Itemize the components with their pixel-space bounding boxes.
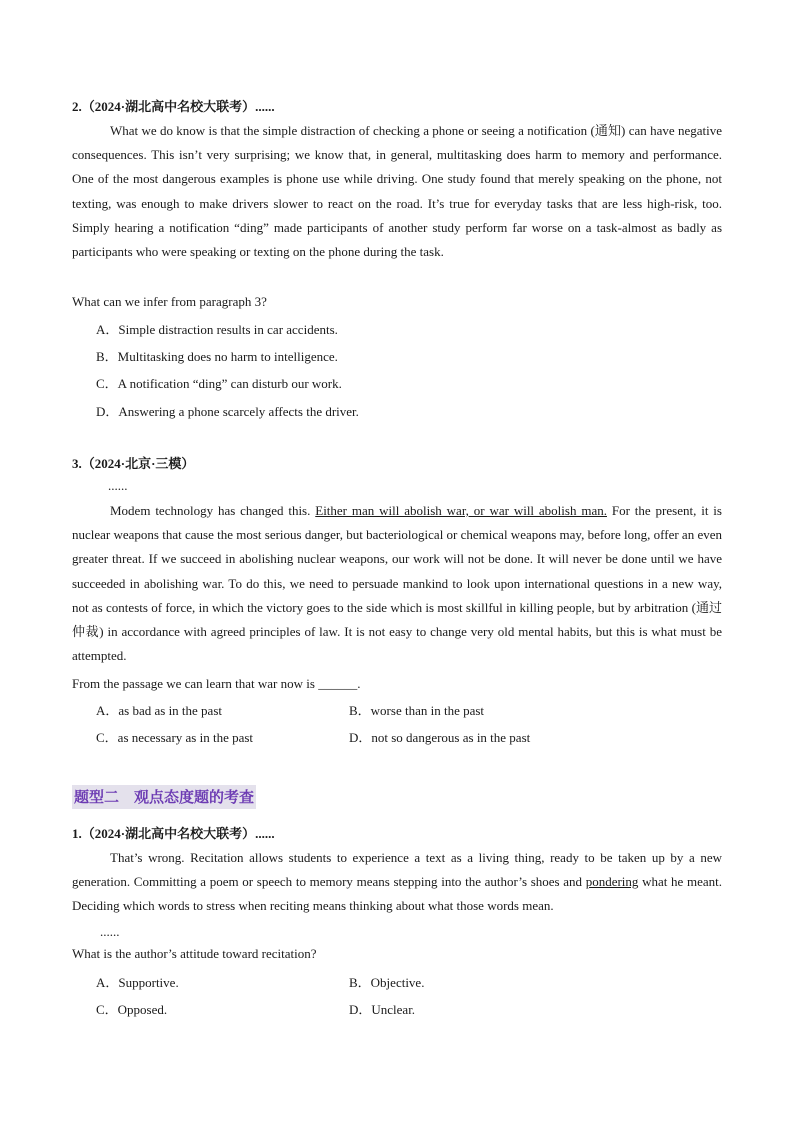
question-2-passage: What we do know is that the simple distraction of checking a phone or seeing a notification (通知) can have negative consequences. This isn’t very surprising; we know that, in general, multitasking does harm to memory and performance. One of the most dangerous examples is phone use while driving. One study found that merely speaking on the phone, not texting, was enough to make drivers slower to react on the road. It’s true for everyday tasks that are less high-risk, too. Simply hearing a notification “ding” made participants of another study perform far worse on a task-almost as badly as participants who were speaking or texting on the phone during the task. (72, 123, 722, 260)
question-2-option-b: B．Multitasking does no harm to intelligence. (96, 349, 338, 364)
question-1-passage-rest: what he meant. Deciding which words to stress when reciting means thinking about what those words mean. (72, 874, 722, 914)
question-1-option-d: D．Unclear. (349, 1002, 416, 1017)
question-2-option-a: A．Simple distraction results in car accidents. (96, 322, 338, 337)
question-3-header: 3.（2024·北京·三模） (72, 456, 195, 471)
question-1-option-b: B．Objective. (349, 975, 425, 990)
question-3-passage-start: Modem technology has changed this. (110, 503, 316, 518)
question-1-ellipsis: ...... (100, 924, 120, 939)
question-1-header: 1.（2024·湖北高中名校大联考）...... (72, 826, 275, 841)
question-3-option-d: D．not so dangerous as in the past (349, 730, 531, 745)
question-3-prompt: From the passage we can learn that war now is ______. (72, 676, 361, 691)
question-1-underlined-word: pondering (585, 874, 639, 890)
question-2-header: 2.（2024·湖北高中名校大联考）...... (72, 99, 275, 114)
question-1-passage (72, 846, 722, 919)
question-3-underlined-sentence: Either man will abolish war, or war will abolish man. (315, 503, 607, 518)
question-3-ellipsis: ...... (108, 478, 128, 493)
question-1-prompt: What is the author’s attitude toward recitation? (72, 946, 317, 961)
question-1-option-a: A．Supportive. (96, 975, 179, 990)
question-1-passage-start: That’s wrong. Recitation allows students to experience a text as a living thing, ready to be taken up by a new generation. Committing a poem or speech to memory means stepping into the author’s shoes and (72, 850, 722, 890)
question-3-option-a: A．as bad as in the past (96, 703, 223, 718)
question-2-option-c: C．A notification “ding” can disturb our work. (96, 376, 342, 391)
question-2-option-d: D．Answering a phone scarcely affects the driver. (96, 404, 359, 419)
question-3-passage-rest: For the present, it is nuclear weapons that cause the most serious danger, but bacteriological or chemical weapons may, before long, offer an even greater threat. If we succeed in abolishing nuclear weapons, our work will not be done. It will never be done until we have succeeded in abolishing war. To do this, we need to persuade mankind to look upon international questions in a new way, not as contests of force, in which the victory goes to the side which is most skillful in killing people, but by arbitration (通过仲裁) in accordance with agreed principles of law. It is not easy to change very old mental habits, but this is what must be attempted. (72, 503, 722, 664)
question-3-option-b: B．worse than in the past (349, 703, 485, 718)
question-2-prompt: What can we infer from paragraph 3? (72, 294, 267, 309)
question-1-option-c: C．Opposed. (96, 1002, 168, 1017)
question-3-option-c: C．as necessary as in the past (96, 730, 254, 745)
section-title: 题型二 观点态度题的考查 (72, 785, 256, 809)
question-3-passage (72, 499, 722, 668)
